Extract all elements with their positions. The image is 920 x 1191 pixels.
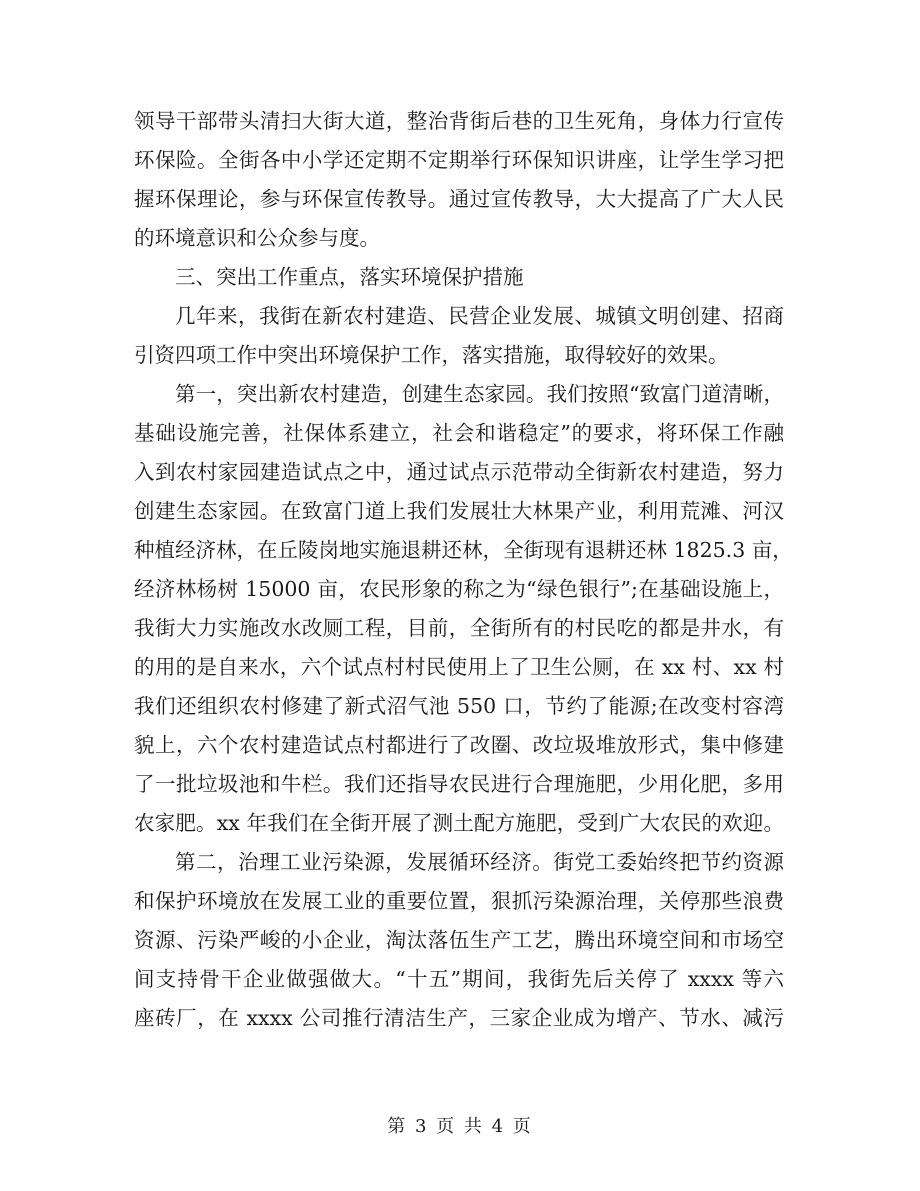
paragraph-line: 的环境意识和公众参与度。 xyxy=(134,226,380,250)
paragraph-line: 第一，突出新农村建造，创建生态家园。我们按照“致富门道清晰， xyxy=(175,382,784,406)
document-body xyxy=(134,102,793,1038)
paragraph-line: 了一批垃圾池和牛栏。我们还指导农民进行合理施肥，少用化肥，多用 xyxy=(134,772,784,796)
paragraph-line: 基础设施完善，社保体系建立，社会和谐稳定”的要求，将环保工作融 xyxy=(134,421,784,445)
paragraph-line: 引资四项工作中突出环境保护工作，落实措施，取得较好的效果。 xyxy=(134,343,729,367)
section-heading: 三、突出工作重点，落实环境保护措施 xyxy=(175,265,524,289)
paragraph-line: 握环保理论，参与环保宣传教导。通过宣传教导，大大提高了广大人民 xyxy=(134,187,784,211)
paragraph-line: 农家肥。xx 年我们在全街开展了测土配方施肥，受到广大农民的欢迎。 xyxy=(134,811,784,835)
paragraph-line: 种植经济林，在丘陵岗地实施退耕还林，全街现有退耕还林 1825.3 亩， xyxy=(134,538,793,562)
paragraph-line: 间支持骨干企业做强做大。“十五”期间，我街先后关停了 xxxx 等六 xyxy=(134,967,784,991)
paragraph-line: 的用的是自来水，六个试点村村民使用上了卫生公厕，在 xx 村、xx 村 xyxy=(134,655,784,679)
paragraph-line: 我街大力实施改水改厕工程，目前，全街所有的村民吃的都是井水，有 xyxy=(134,616,784,640)
paragraph-line: 几年来，我街在新农村建造、民营企业发展、城镇文明创建、招商 xyxy=(175,304,784,328)
paragraph-line: 资源、污染严峻的小企业，淘汰落伍生产工艺，腾出环境空间和市场空 xyxy=(134,928,784,952)
page-number-footer: 第 3 页 共 4 页 xyxy=(387,1116,533,1137)
paragraph-line: 第二，治理工业污染源，发展循环经济。街党工委始终把节约资源 xyxy=(175,850,784,874)
paragraph-line: 领导干部带头清扫大街大道，整治背街后巷的卫生死角，身体力行宣传 xyxy=(134,109,784,133)
paragraph-line: 和保护环境放在发展工业的重要位置，狠抓污染源治理，关停那些浪费 xyxy=(134,889,784,913)
paragraph-line: 环保险。全街各中小学还定期不定期举行环保知识讲座，让学生学习把 xyxy=(134,148,784,172)
paragraph-line: 我们还组织农村修建了新式沼气池 550 口，节约了能源;在改变村容湾 xyxy=(134,694,784,718)
paragraph-line: 座砖厂，在 xxxx 公司推行清洁生产，三家企业成为增产、节水、减污 xyxy=(134,1006,784,1030)
paragraph-line: 入到农村家园建造试点之中，通过试点示范带动全街新农村建造，努力 xyxy=(134,460,784,484)
paragraph-line: 创建生态家园。在致富门道上我们发展壮大林果产业，利用荒滩、河汉 xyxy=(134,499,784,523)
paragraph-line: 经济林杨树 15000 亩，农民形象的称之为“绿色银行”;在基础设施上， xyxy=(134,577,784,601)
paragraph-line: 貌上，六个农村建造试点村都进行了改圈、改垃圾堆放形式，集中修建 xyxy=(134,733,784,757)
